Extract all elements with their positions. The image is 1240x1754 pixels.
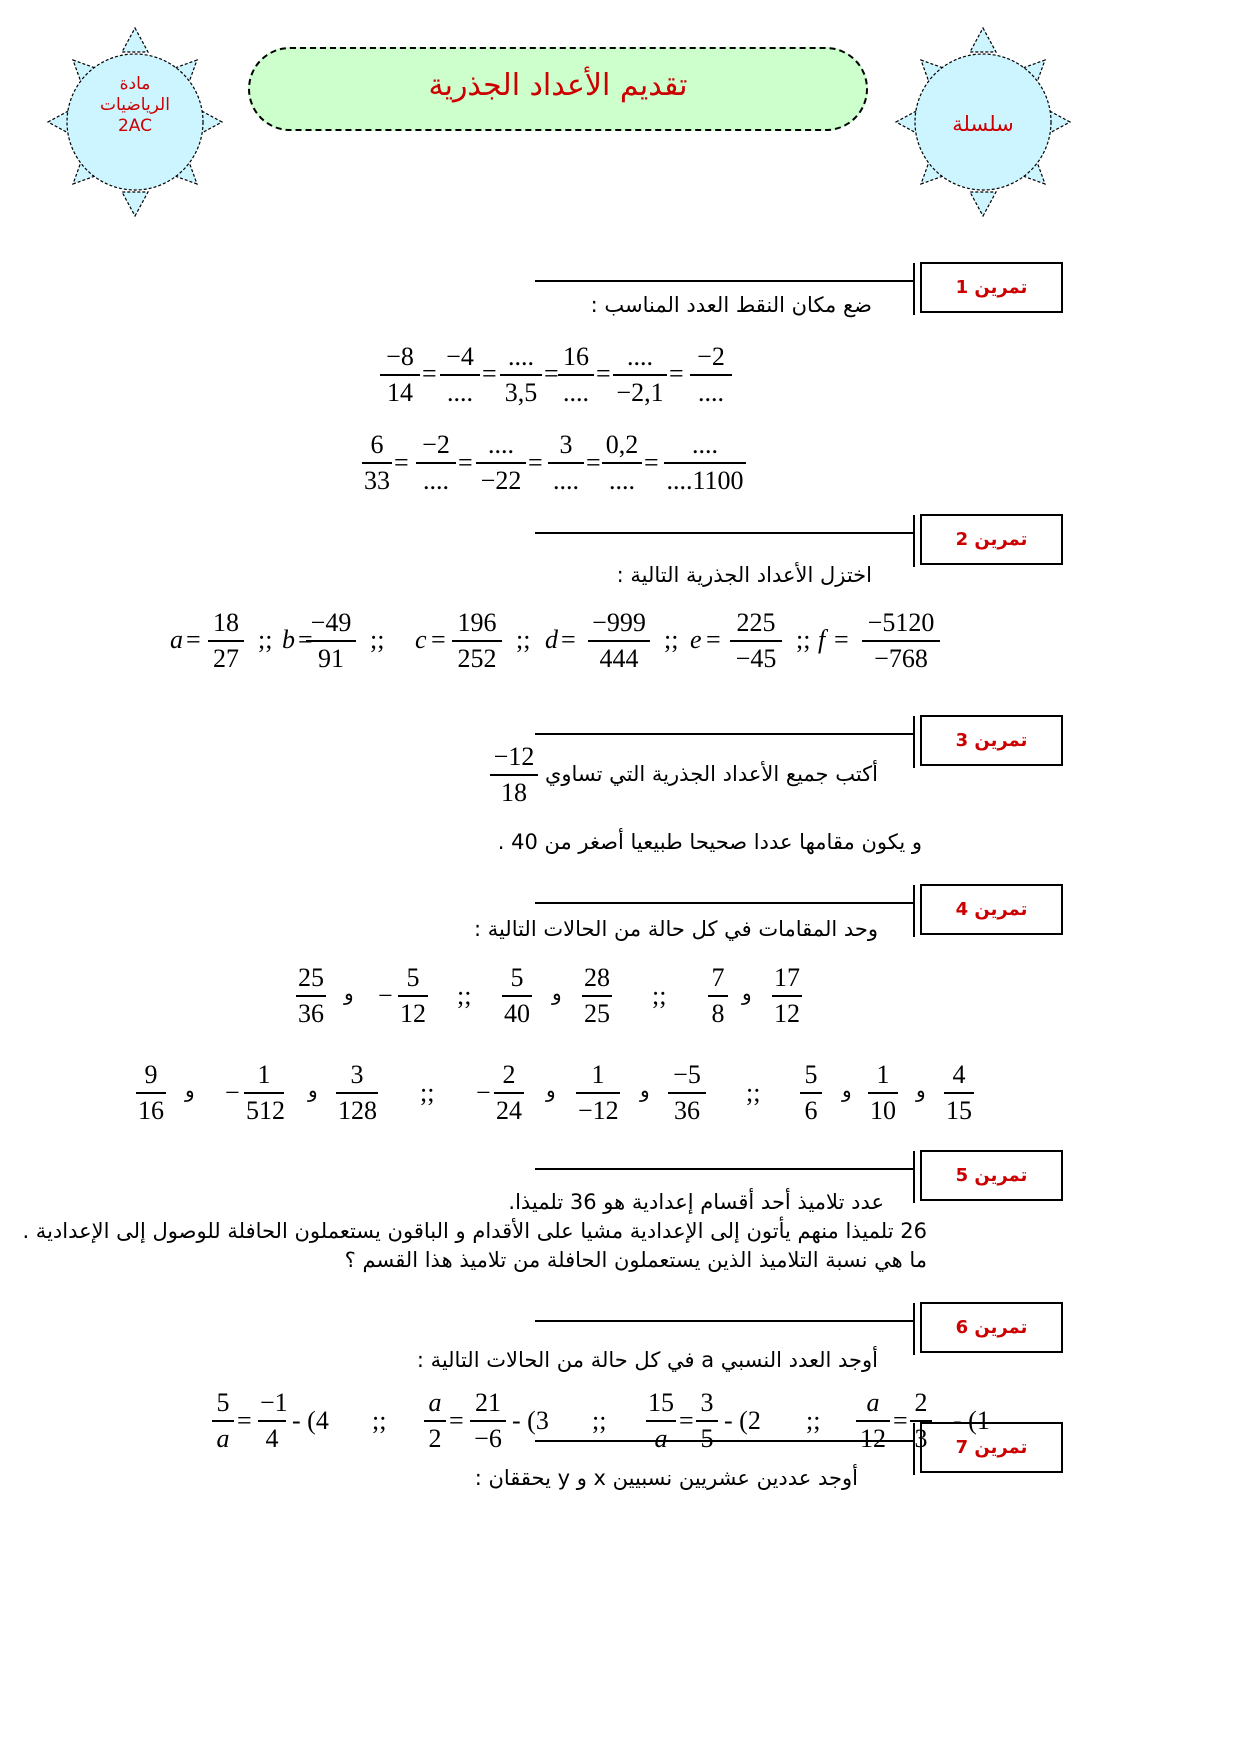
fraction-numerator: 5 <box>800 1062 822 1094</box>
exercise-2-fraction <box>588 610 650 672</box>
separator: ;; <box>457 981 472 1010</box>
exercise-4-fraction <box>772 965 802 1027</box>
fraction-denominator: −6 <box>474 1424 502 1453</box>
fraction-denominator: 128 <box>338 1096 377 1125</box>
minus-sign: − <box>225 1078 240 1107</box>
and-word: و <box>640 1078 650 1102</box>
and-word: و <box>916 1078 926 1102</box>
variable-name: f <box>818 625 826 654</box>
exercise-2-fraction <box>730 610 782 672</box>
fraction-numerator: −5 <box>668 1062 706 1094</box>
exercise-4-fraction <box>136 1062 166 1124</box>
fraction-denominator: .... <box>553 466 579 495</box>
and-word: و <box>842 1078 852 1102</box>
fraction-denominator: 3,5 <box>504 378 538 407</box>
exercise-4-instruction: وحد المقامات في كل حالة من الحالات التالية : <box>473 917 878 941</box>
fraction-denominator: 25 <box>584 999 610 1028</box>
fraction-denominator: 36 <box>298 999 324 1028</box>
exercise-2-label: تمرين 2 <box>920 514 1063 565</box>
fraction-denominator: −12 <box>578 1096 619 1125</box>
separator: ;; <box>258 625 273 654</box>
fraction-denominator: 33 <box>364 466 390 495</box>
exercise-3-fraction <box>490 744 538 806</box>
separator: ;; <box>372 1406 387 1435</box>
variable-name: b <box>282 625 295 654</box>
exercise-1-fraction <box>558 344 594 406</box>
separator: ;; <box>806 1406 821 1435</box>
fraction-denominator: ....1100 <box>666 466 744 495</box>
fraction-numerator: 4 <box>944 1062 974 1094</box>
exercise-3-instruction: أكتب جميع الأعداد الجذرية التي تساوي <box>544 762 878 786</box>
exercise-6-right-fraction <box>470 1390 506 1452</box>
fraction-numerator: −4 <box>440 344 480 376</box>
fraction-denominator: 40 <box>504 999 530 1028</box>
fraction-denominator: 5 <box>700 1424 714 1453</box>
exercise-6-instruction: أوجد العدد النسبي a في كل حالة من الحالات التالية : <box>416 1348 878 1372</box>
equals-sign: = <box>237 1406 252 1435</box>
fraction-numerator: .... <box>664 432 746 464</box>
fraction-numerator: 1 <box>868 1062 898 1094</box>
equals-sign: = <box>528 448 543 477</box>
fraction-denominator: 8 <box>711 999 725 1028</box>
exercise-4-fraction <box>708 965 728 1027</box>
fraction-denominator: a <box>654 1424 668 1453</box>
exercise-5-line1: عدد تلاميذ أحد أقسام إعدادية هو 36 تلميذا. <box>508 1190 884 1214</box>
fraction-numerator: 9 <box>136 1062 166 1094</box>
fraction-denominator: −768 <box>874 644 928 673</box>
fraction-numerator: −2 <box>416 432 456 464</box>
fraction-numerator: 3 <box>336 1062 378 1094</box>
separator: ;; <box>652 981 667 1010</box>
exercise-4-fraction <box>668 1062 706 1124</box>
fraction-numerator: 196 <box>452 610 502 642</box>
series-label: سلسلة <box>952 112 1014 136</box>
equals-sign: = <box>431 625 446 654</box>
fraction-denominator: 16 <box>138 1096 164 1125</box>
exercise-4-fraction <box>576 1062 620 1124</box>
fraction-numerator: 28 <box>582 965 612 997</box>
exercise-4-fraction <box>582 965 612 1027</box>
exercise-4-fraction <box>336 1062 378 1124</box>
equals-sign: = <box>458 448 473 477</box>
equals-sign: = <box>644 448 659 477</box>
fraction-numerator: −5120 <box>862 610 940 642</box>
minus-sign: − <box>378 981 393 1010</box>
fraction-denominator: 2 <box>428 1424 442 1453</box>
equation-number: - (1 <box>953 1406 990 1435</box>
fraction-numerator: −2 <box>690 344 732 376</box>
equation-number: - (4 <box>292 1406 329 1435</box>
fraction-denominator: 252 <box>457 644 497 673</box>
and-word: و <box>185 1078 195 1102</box>
page-title: تقديم الأعداد الجذرية <box>428 68 688 103</box>
fraction-denominator: 91 <box>318 644 344 673</box>
exercise-1-fraction <box>690 344 732 406</box>
fraction-denominator: 18 <box>501 778 527 807</box>
exercise-4-fraction <box>944 1062 974 1124</box>
exercise-2-fraction <box>452 610 502 672</box>
fraction-denominator: 36 <box>674 1096 700 1125</box>
exercise-6-right-fraction <box>258 1390 286 1452</box>
fraction-denominator: .... <box>609 466 635 495</box>
separator: ;; <box>592 1406 607 1435</box>
fraction-denominator: −2,1 <box>616 378 664 407</box>
fraction-numerator: 2 <box>910 1390 932 1422</box>
exercise-1-fraction <box>500 344 542 406</box>
exercise-1-fraction <box>602 432 642 494</box>
exercise-4-fraction <box>800 1062 822 1124</box>
fraction-denominator: .... <box>447 378 473 407</box>
separator: ;; <box>370 625 385 654</box>
fraction-numerator: 5 <box>398 965 428 997</box>
fraction-numerator: −49 <box>306 610 356 642</box>
fraction-numerator: −8 <box>380 344 420 376</box>
exercise-6-label: تمرين 6 <box>920 1302 1063 1353</box>
equation-number: - (2 <box>724 1406 761 1435</box>
exercise-2-fraction <box>306 610 356 672</box>
exercise-4-fraction <box>868 1062 898 1124</box>
exercise-2-fraction <box>208 610 244 672</box>
fraction-denominator: .... <box>698 378 724 407</box>
variable-name: e <box>690 625 702 654</box>
and-word: و <box>546 1078 556 1102</box>
equals-sign: = <box>669 359 684 388</box>
fraction-numerator: 0,2 <box>602 432 642 464</box>
exercise-6-left-fraction <box>424 1390 446 1452</box>
fraction-numerator: 21 <box>470 1390 506 1422</box>
exercise-3-label: تمرين 3 <box>920 715 1063 766</box>
separator: ;; <box>746 1078 761 1107</box>
fraction-numerator: 2 <box>494 1062 524 1094</box>
fraction-numerator: 5 <box>502 965 532 997</box>
exercise-4-fraction <box>244 1062 284 1124</box>
equals-sign: = <box>186 625 201 654</box>
equals-sign: = <box>482 359 497 388</box>
exercise-3-line2: و يكون مقامها عددا صحيحا طبيعيا أصغر من 40 . <box>497 830 922 854</box>
fraction-numerator: 5 <box>212 1390 234 1422</box>
fraction-denominator: .... <box>423 466 449 495</box>
fraction-denominator: 14 <box>387 378 413 407</box>
exercise-1-fraction <box>416 432 456 494</box>
exercise-1-fraction <box>476 432 526 494</box>
separator: ;; <box>664 625 679 654</box>
equation-number: - (3 <box>512 1406 549 1435</box>
equals-sign: = <box>544 359 559 388</box>
exercise-4-fraction <box>502 965 532 1027</box>
fraction-numerator: −999 <box>588 610 650 642</box>
exercise-4-fraction <box>494 1062 524 1124</box>
exercise-5-line2: 26 تلميذا منهم يأتون إلى الإعدادية مشيا على الأقدام و الباقون يستعملون الحافلة للوصول إلى الإعدادية . <box>22 1219 927 1243</box>
fraction-denominator: −22 <box>480 466 522 495</box>
equals-sign: = <box>586 448 601 477</box>
equals-sign: = <box>422 359 437 388</box>
exercise-6-right-fraction <box>910 1390 932 1452</box>
exercise-4-fraction <box>296 965 326 1027</box>
variable-name: a <box>170 625 183 654</box>
fraction-numerator: .... <box>613 344 667 376</box>
fraction-numerator: −12 <box>490 744 538 776</box>
fraction-denominator: 12 <box>400 999 426 1028</box>
fraction-denominator: −45 <box>735 644 777 673</box>
exercise-4-fraction <box>398 965 428 1027</box>
exercise-1-fraction <box>440 344 480 406</box>
fraction-denominator: .... <box>563 378 589 407</box>
equals-sign: = <box>706 625 721 654</box>
fraction-denominator: 512 <box>246 1096 285 1125</box>
grade-level: 2AC <box>117 116 153 136</box>
fraction-numerator: 17 <box>772 965 802 997</box>
subject-label: مادة <box>119 74 151 94</box>
equals-sign: = <box>679 1406 694 1435</box>
fraction-numerator: 16 <box>558 344 594 376</box>
equals-sign: = <box>596 359 611 388</box>
equals-sign: = <box>561 625 576 654</box>
fraction-numerator: 1 <box>576 1062 620 1094</box>
exercise-1-instruction: ضع مكان النقط العدد المناسب : <box>590 293 872 317</box>
fraction-denominator: 6 <box>804 1096 818 1125</box>
equals-sign: = <box>893 1406 908 1435</box>
equals-sign: = <box>449 1406 464 1435</box>
exercise-7-instruction: أوجد عددين عشريين نسبيين x و y يحققان : <box>474 1466 858 1490</box>
and-word: و <box>552 981 562 1005</box>
fraction-denominator: 12 <box>774 999 800 1028</box>
exercise-6-left-fraction <box>646 1390 676 1452</box>
fraction-denominator: 10 <box>870 1096 896 1125</box>
exercise-1-fraction <box>664 432 746 494</box>
fraction-numerator: 3 <box>696 1390 718 1422</box>
fraction-numerator: .... <box>476 432 526 464</box>
exercise-1-fraction <box>380 344 420 406</box>
fraction-numerator: 7 <box>708 965 728 997</box>
fraction-numerator: 15 <box>646 1390 676 1422</box>
separator: ;; <box>516 625 531 654</box>
minus-sign: − <box>476 1078 491 1107</box>
fraction-numerator: .... <box>500 344 542 376</box>
subject-name: الرياضيات <box>100 95 170 115</box>
and-word: و <box>742 981 752 1005</box>
variable-name: d <box>545 625 558 654</box>
fraction-numerator: 6 <box>362 432 392 464</box>
equals-sign: = <box>298 625 313 654</box>
and-word: و <box>344 981 354 1005</box>
equals-sign: = <box>834 625 849 654</box>
exercise-2-instruction: اختزل الأعداد الجذرية التالية : <box>616 563 872 587</box>
exercise-6-left-fraction <box>856 1390 890 1452</box>
exercise-1-fraction <box>613 344 667 406</box>
fraction-numerator: a <box>424 1390 446 1422</box>
fraction-numerator: 25 <box>296 965 326 997</box>
fraction-numerator: 3 <box>548 432 584 464</box>
exercise-6-left-fraction <box>212 1390 234 1452</box>
fraction-denominator: 12 <box>860 1424 886 1453</box>
fraction-numerator: 18 <box>208 610 244 642</box>
fraction-denominator: a <box>216 1424 230 1453</box>
equals-sign: = <box>394 448 409 477</box>
exercise-7-label: تمرين 7 <box>920 1422 1063 1473</box>
and-word: و <box>308 1078 318 1102</box>
fraction-numerator: 225 <box>730 610 782 642</box>
fraction-denominator: 27 <box>213 644 239 673</box>
fraction-denominator: 444 <box>599 644 639 673</box>
exercise-5-label: تمرين 5 <box>920 1150 1063 1201</box>
fraction-numerator: a <box>856 1390 890 1422</box>
fraction-denominator: 15 <box>946 1096 972 1125</box>
exercise-6-right-fraction <box>696 1390 718 1452</box>
exercise-1-fraction <box>548 432 584 494</box>
variable-name: c <box>415 625 427 654</box>
fraction-denominator: 24 <box>496 1096 522 1125</box>
fraction-numerator: 1 <box>244 1062 284 1094</box>
fraction-numerator: −1 <box>258 1390 286 1422</box>
left-badge-text <box>80 74 190 137</box>
fraction-denominator: 4 <box>265 1424 279 1453</box>
separator: ;; <box>796 625 811 654</box>
fraction-denominator: 3 <box>914 1424 928 1453</box>
exercise-1-label: تمرين 1 <box>920 262 1063 313</box>
separator: ;; <box>420 1078 435 1107</box>
exercise-4-label: تمرين 4 <box>920 884 1063 935</box>
exercise-1-fraction <box>362 432 392 494</box>
exercise-2-fraction <box>862 610 940 672</box>
exercise-5-line3: ما هي نسبة التلاميذ الذين يستعملون الحافلة من تلاميذ هذا القسم ؟ <box>344 1248 927 1272</box>
